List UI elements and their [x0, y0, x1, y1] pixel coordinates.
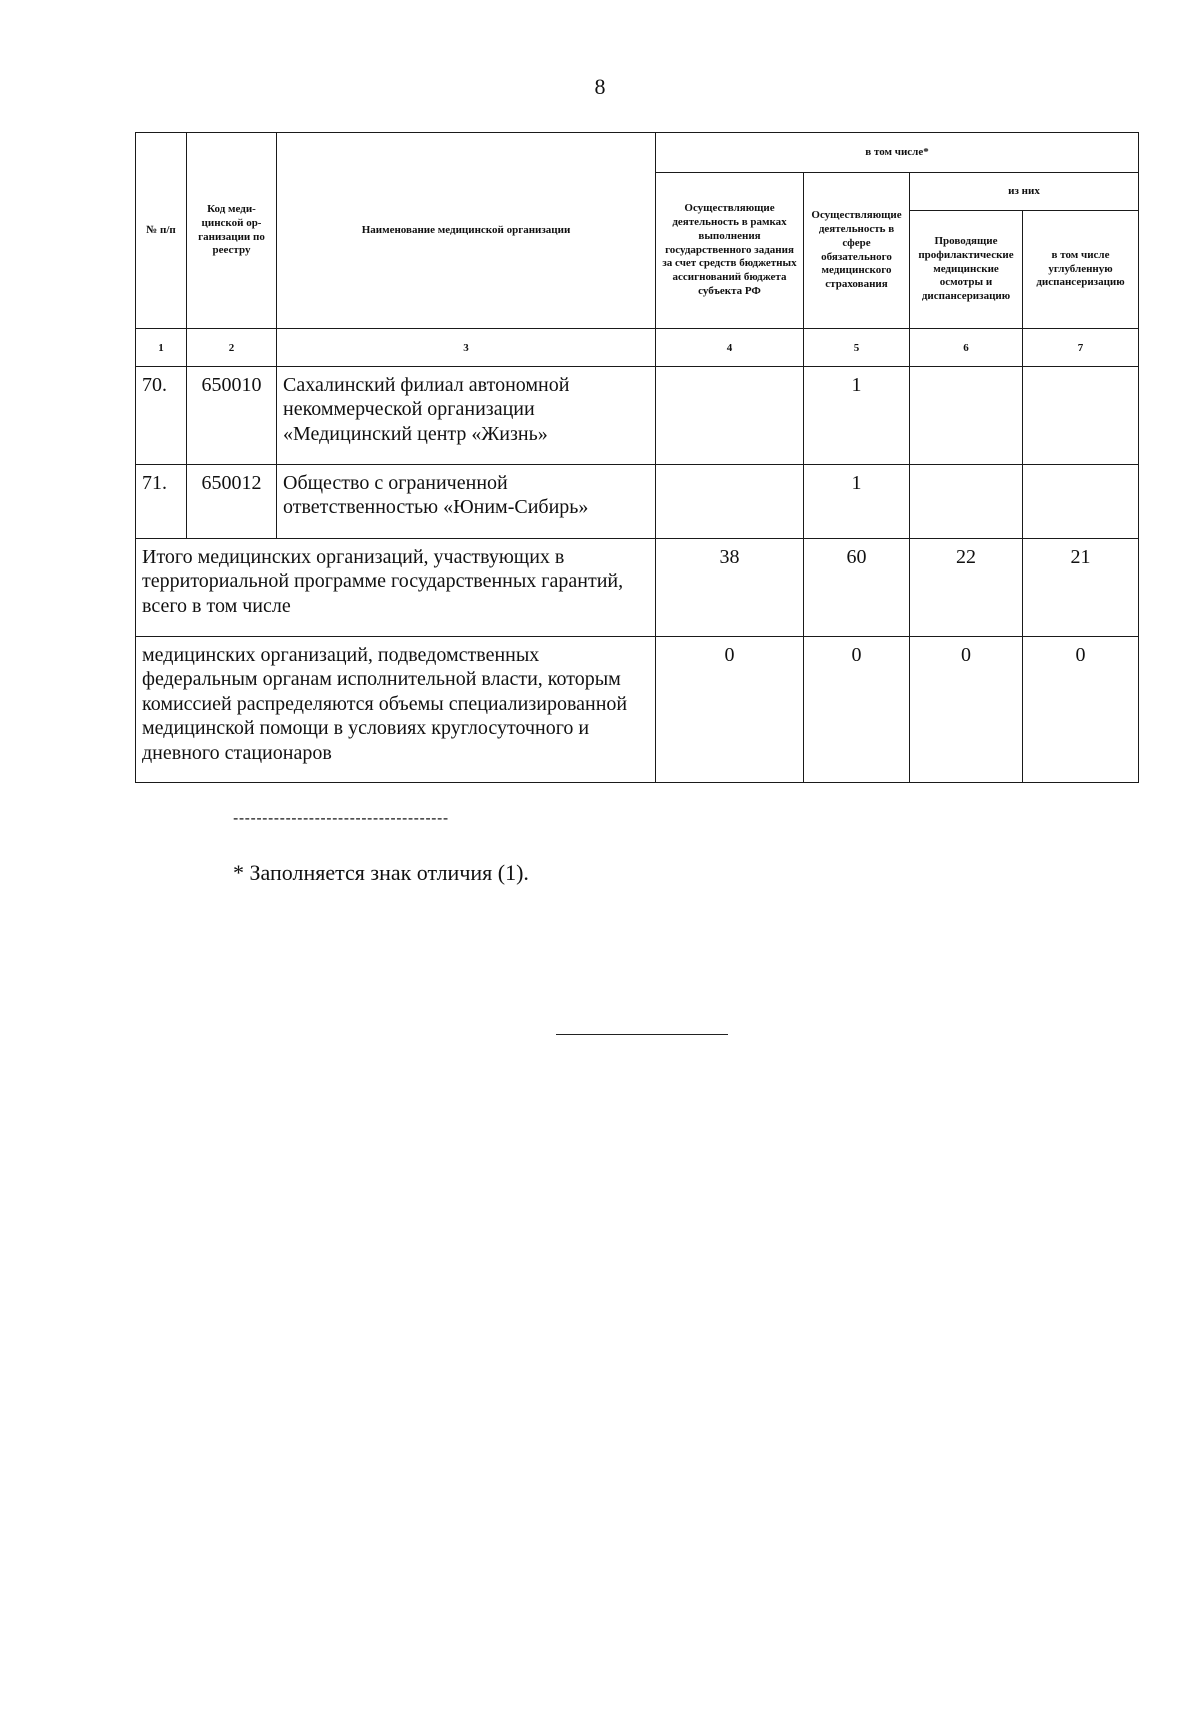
header-col5: Осуществляющие деятельность в сфере обязательного медицинского страхования — [804, 173, 910, 329]
organizations-table — [135, 132, 1139, 783]
col-number: 4 — [656, 329, 804, 367]
federal-c7: 0 — [1023, 637, 1139, 783]
federal-label: медицинских организаций, подведомственных федеральным органам исполнительной власти, которым комиссией распределяются объемы специализированной медицинской помощи в условиях круглосуточного и дневного стационаров — [136, 637, 656, 783]
header-of-them: из них — [910, 173, 1139, 211]
header-name: Наименование медицинской организации — [277, 133, 656, 329]
col-number: 2 — [187, 329, 277, 367]
total-c5: 60 — [804, 539, 910, 637]
table-row — [136, 367, 1139, 465]
col-number: 7 — [1023, 329, 1139, 367]
row-c5: 1 — [804, 367, 910, 465]
page-number: 8 — [594, 74, 606, 99]
row-c7 — [1023, 367, 1139, 465]
footnote: * Заполняется знак отличия (1). — [233, 860, 529, 885]
total-row — [136, 539, 1139, 637]
row-c6 — [910, 465, 1023, 539]
header-col6: Проводящие профилактические медицинские осмотры и диспансеризацию — [910, 211, 1023, 329]
row-name: Общество с ограниченной ответственностью «Юним-Сибирь» — [277, 465, 656, 539]
total-c7: 21 — [1023, 539, 1139, 637]
row-c6 — [910, 367, 1023, 465]
footnote-separator: ------------------------------------- — [233, 810, 449, 827]
table-row — [136, 465, 1139, 539]
federal-row — [136, 637, 1139, 783]
row-c4 — [656, 465, 804, 539]
col-number: 3 — [277, 329, 656, 367]
header-col4: Осуществляющие деятельность в рамках выполнения государственного задания за счет средств бюджетных ассигнований бюджета субъекта РФ — [656, 173, 804, 329]
row-num: 71. — [136, 465, 187, 539]
header-code: Код меди-цинской ор-ганизации по реестру — [187, 133, 277, 329]
header-col7: в том числе углубленную диспансеризацию — [1023, 211, 1139, 329]
row-num: 70. — [136, 367, 187, 465]
row-name: Сахалинский филиал автономной некоммерческой организации «Медицинский центр «Жизнь» — [277, 367, 656, 465]
total-label: Итого медицинских организаций, участвующих в территориальной программе государственных гарантий, всего в том числе — [136, 539, 656, 637]
col-number: 5 — [804, 329, 910, 367]
col-number: 6 — [910, 329, 1023, 367]
total-c4: 38 — [656, 539, 804, 637]
col-number: 1 — [136, 329, 187, 367]
federal-c5: 0 — [804, 637, 910, 783]
row-c7 — [1023, 465, 1139, 539]
header-including: в том числе* — [656, 133, 1139, 173]
row-code: 650012 — [187, 465, 277, 539]
end-of-document-line — [556, 1034, 728, 1035]
column-numbers-row — [136, 329, 1139, 367]
header-row-1 — [136, 133, 1139, 173]
federal-c6: 0 — [910, 637, 1023, 783]
total-c6: 22 — [910, 539, 1023, 637]
header-num: № п/п — [136, 133, 187, 329]
row-c4 — [656, 367, 804, 465]
row-c5: 1 — [804, 465, 910, 539]
row-code: 650010 — [187, 367, 277, 465]
federal-c4: 0 — [656, 637, 804, 783]
